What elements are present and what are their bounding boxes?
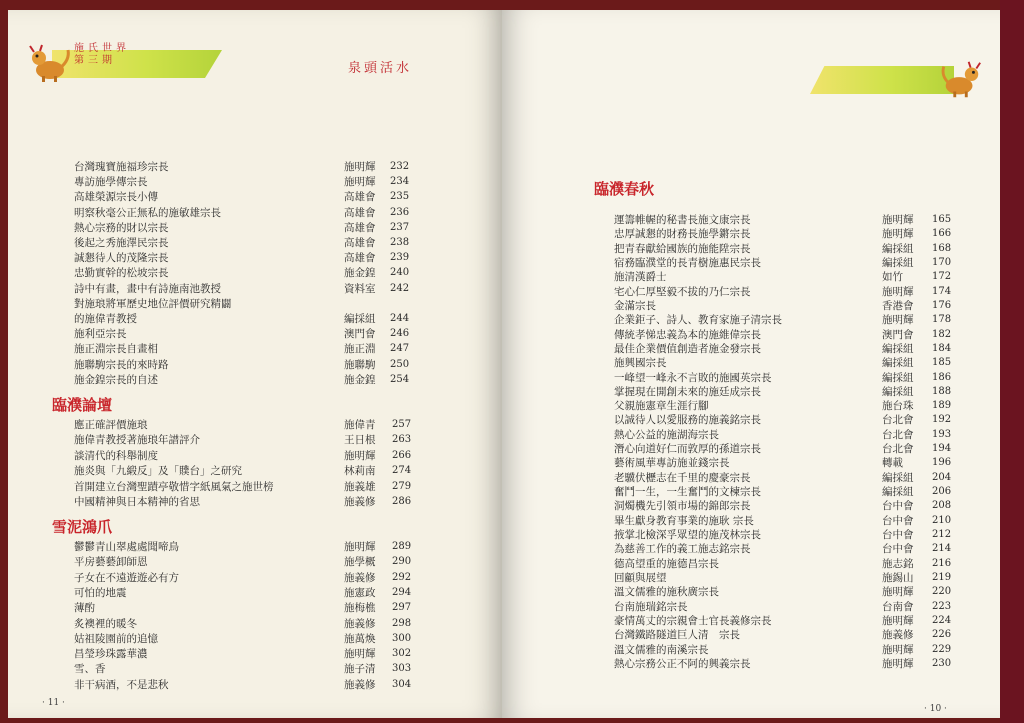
toc-entry-title: 施聯駒宗長的來時路	[74, 358, 169, 371]
toc-entry-page: 298	[392, 617, 412, 629]
toc-entry-author: 施明輝	[344, 449, 376, 462]
left-header-line1: 施氏世界	[74, 43, 130, 54]
toc-entry-title: 施清漢爵士	[614, 271, 667, 284]
toc-entry-author: 台北會	[882, 428, 914, 441]
toc-entry-page: 229	[932, 643, 952, 655]
toc-entry-page: 214	[932, 543, 952, 555]
toc-entry-title: 熱心宗務公正不阿的興義宗長	[614, 657, 751, 670]
toc-entry-page: 166	[932, 228, 952, 240]
toc-entry-title: 德高望重的施德昌宗長	[614, 557, 719, 570]
toc-entry-page: 304	[392, 678, 412, 690]
toc-entry-title: 企業鉅子、詩人、教育家施子清宗長	[614, 314, 782, 327]
toc-entry-page: 290	[392, 556, 412, 568]
toc-entry-page: 257	[392, 419, 412, 430]
toc-entry-author: 施明輝	[882, 586, 914, 599]
toc-entry-page: 237	[390, 221, 410, 233]
toc-entry-author: 施偉青	[344, 419, 376, 431]
toc-entry-title: 對施琅將軍歷史地位評價研究精闢	[74, 297, 232, 310]
toc-entry-page: 302	[392, 648, 412, 660]
toc-entry-page: 174	[932, 285, 952, 297]
toc-entry-title: 明察秋毫公正無私的施敏雄宗長	[74, 206, 221, 219]
toc-entry-title: 忠厚誠懇的財務長施學鏘宗長	[614, 228, 751, 241]
toc-entry-page: 294	[392, 586, 412, 598]
toc-entry-author: 施義雄	[344, 480, 376, 493]
toc-entry-title: 洞燭機先引領市場的錦郎宗長	[614, 500, 751, 513]
toc-entry-title: 子女在不遠遊遊必有方	[74, 571, 179, 584]
toc-entry-title: 專訪施學傳宗長	[74, 176, 148, 189]
toc-entry-author: 施志銘	[882, 557, 914, 570]
toc-entry-title: 非干病酒，不是悲秋	[74, 678, 169, 691]
toc-entry-title: 台灣鐵路隧道巨人清 宗長	[614, 629, 740, 642]
toc-entry-author: 施梅樵	[344, 602, 376, 615]
toc-entry-author: 施義修	[344, 678, 376, 691]
toc-entry-author: 台中會	[882, 529, 914, 542]
toc-entry-page: 184	[932, 342, 952, 354]
right-page	[502, 10, 1000, 718]
toc-entry-author: 施萬煥	[344, 632, 376, 645]
toc-entry-author: 資料室	[344, 282, 376, 295]
toc-entry-title: 台南施瑞銘宗長	[614, 600, 688, 613]
toc-entry-author: 台北會	[882, 414, 914, 427]
toc-entry-page: 182	[932, 328, 952, 340]
toc-entry-page: 238	[390, 237, 410, 248]
toc-entry-author: 編採組	[882, 471, 914, 484]
toc-entry-page: 230	[932, 657, 952, 669]
toc-entry-page: 188	[932, 385, 952, 397]
toc-entry-page: 204	[932, 471, 952, 483]
toc-entry-page: 165	[932, 214, 952, 225]
toc-entry-author: 施明輝	[882, 214, 914, 226]
toc-entry-author: 高雄會	[344, 252, 376, 265]
toc-entry-author: 施明輝	[344, 176, 376, 189]
page-number: · 10 ·	[924, 704, 947, 714]
toc-entry-title: 掌握現在開創未來的施廷成宗長	[614, 385, 761, 398]
toc-entry-page: 235	[390, 191, 410, 203]
toc-entry-title: 以誠待人以愛服務的施義銘宗長	[614, 414, 761, 427]
toc-entry-title: 施興國宗長	[614, 357, 667, 370]
toc-entry-title: 老驥伏櫪志在千里的慶豪宗長	[614, 471, 751, 484]
toc-entry-title: 熱心宗務的財以宗長	[74, 221, 169, 234]
toc-entry-page: 286	[392, 496, 412, 507]
toc-entry-title: 誠懇待人的茂隆宗長	[74, 252, 169, 265]
toc-entry-page: 250	[390, 358, 410, 370]
right-header-title: 泉頭活水	[348, 61, 413, 76]
toc-entry-page: 232	[390, 161, 410, 172]
toc-entry-title: 昌瑩珍珠露華濃	[74, 648, 148, 661]
toc-entry-author: 施明輝	[882, 614, 914, 627]
toc-entry-author: 施聯駒	[344, 358, 376, 371]
toc-entry-page: 212	[932, 529, 952, 541]
toc-entry-page: 247	[390, 343, 410, 355]
toc-entry-page: 219	[932, 572, 952, 583]
toc-entry-title: 施正淵宗長自畫相	[74, 343, 158, 356]
toc-entry-page: 289	[392, 541, 412, 552]
dragon-mascot-icon	[26, 44, 74, 84]
toc-entry-author: 澳門會	[344, 328, 376, 341]
toc-entry-page: 234	[390, 176, 410, 188]
toc-entry-title: 施炎與「九緞反」及「贌台」之研究	[74, 465, 242, 478]
toc-entry-page: 176	[932, 299, 952, 311]
toc-entry-author: 林莉南	[344, 465, 376, 478]
toc-entry-title: 豪情萬丈的宗親會士官長義修宗長	[614, 614, 772, 627]
toc-entry-title: 潛心向道好仁而敦厚的孫道宗長	[614, 443, 761, 456]
toc-entry-title: 一峰望一峰永不言敗的施國英宗長	[614, 371, 772, 384]
toc-entry-title: 中國精神與日本精神的省思	[74, 496, 200, 508]
toc-entry-author: 編採組	[882, 342, 914, 355]
toc-entry-author: 施明輝	[882, 657, 914, 670]
toc-entry-title: 為慈善工作的義工施志銘宗長	[614, 543, 751, 556]
toc-entry-author: 編採組	[882, 357, 914, 370]
toc-entry-title: 運籌帷幄的秘書長施文康宗長	[614, 214, 751, 226]
toc-entry-page: 193	[932, 428, 952, 440]
toc-entry-title: 畢生獻身教育事業的施耿 宗長	[614, 514, 754, 527]
toc-entry-page: 186	[932, 371, 952, 383]
toc-entry-page: 210	[932, 514, 952, 526]
toc-entry-author: 施明輝	[882, 285, 914, 298]
toc-entry-title: 可怕的地震	[74, 586, 127, 599]
toc-entry-title: 奮鬥一生，一生奮鬥的文楝宗長	[614, 486, 761, 499]
toc-entry-author: 施學概	[344, 556, 376, 569]
section-heading: 雪泥鴻爪	[52, 518, 113, 536]
toc-entry-title: 金滿宗長	[614, 299, 656, 312]
toc-entry-author: 施台珠	[882, 400, 914, 413]
toc-entry-author: 施子清	[344, 663, 376, 676]
toc-entry-page: 216	[932, 557, 952, 569]
toc-entry-author: 台南會	[882, 600, 914, 613]
toc-entry-page: 236	[390, 206, 410, 218]
toc-entry-author: 施錫山	[882, 572, 914, 584]
toc-entry-page: 170	[932, 256, 952, 268]
toc-entry-title: 溫文儒雅的南溪宗長	[614, 643, 709, 656]
toc-entry-page: 263	[392, 434, 412, 446]
toc-entry-author: 施正淵	[344, 343, 376, 356]
section-heading: 臨濮春秋	[594, 180, 655, 198]
section-heading: 臨濮論壇	[52, 396, 113, 414]
toc-entry-title: 炙襖裡的暖冬	[74, 617, 137, 630]
toc-entry-author: 澳門會	[882, 328, 914, 341]
toc-entry-page: 223	[932, 600, 952, 612]
toc-entry-page: 242	[390, 282, 410, 294]
toc-entry-title: 最佳企業價值創造者施金發宗長	[614, 342, 761, 355]
toc-entry-title: 高雄榮源宗長小傳	[74, 191, 158, 204]
toc-entry-title: 宿務臨濮堂的長青樹施惠民宗長	[614, 256, 761, 269]
toc-entry-page: 220	[932, 586, 952, 598]
toc-entry-page: 168	[932, 242, 952, 254]
toc-entry-page: 178	[932, 314, 952, 326]
toc-entry-title: 台灣瑰寶施福珍宗長	[74, 161, 169, 173]
toc-entry-title: 宅心仁厚堅毅不拔的乃仁宗長	[614, 285, 751, 298]
book-cover-edge	[1000, 0, 1024, 723]
toc-entry-author: 香港會	[882, 299, 914, 312]
toc-entry-title: 熱心公益的施湖海宗長	[614, 428, 719, 441]
toc-entry-author: 編採組	[882, 256, 914, 269]
toc-entry-title: 雪、香	[74, 663, 106, 676]
toc-entry-title: 談清代的科舉制度	[74, 449, 158, 462]
toc-entry-author: 編採組	[882, 242, 914, 255]
toc-entry-page: 185	[932, 357, 952, 369]
toc-entry-author: 施義修	[882, 629, 914, 642]
toc-entry-title: 後起之秀施澤民宗長	[74, 237, 169, 249]
toc-entry-author: 如竹	[882, 271, 903, 284]
toc-entry-title: 施利亞宗長	[74, 328, 127, 341]
toc-entry-author: 台北會	[882, 443, 914, 456]
toc-entry-page: 194	[932, 443, 952, 455]
toc-entry-page: 292	[392, 571, 412, 583]
toc-entry-title: 掖掌北檢深孚眾望的施茂林宗長	[614, 529, 761, 542]
right-header-banner	[810, 66, 954, 94]
toc-entry-author: 施金鍠	[344, 267, 376, 280]
toc-entry-author: 施明輝	[882, 314, 914, 327]
toc-entry-author: 高雄會	[344, 221, 376, 234]
toc-entry-title: 傳統孝悌忠義為本的施維偉宗長	[614, 328, 761, 341]
toc-entry-author: 高雄會	[344, 237, 376, 249]
toc-entry-author: 高雄會	[344, 191, 376, 204]
toc-entry-page: 279	[392, 480, 412, 492]
toc-entry-page: 244	[390, 313, 410, 324]
toc-entry-title: 薄酌	[74, 602, 95, 615]
toc-entry-title: 回顧與展望	[614, 572, 667, 584]
toc-entry-author: 轉載	[882, 457, 903, 470]
toc-entry-page: 239	[390, 252, 410, 264]
toc-entry-page: 189	[932, 400, 952, 412]
toc-entry-page: 240	[390, 267, 410, 279]
toc-entry-title: 首開建立台灣聖蹟亭敬惜字紙風氣之施世榜	[74, 480, 274, 493]
toc-entry-author: 施義修	[344, 496, 376, 508]
toc-entry-title: 姑祖陵園前的追憶	[74, 632, 158, 645]
toc-entry-title: 把青春獻給國族的施能陞宗長	[614, 242, 751, 255]
toc-entry-page: 300	[392, 632, 412, 644]
toc-entry-title: 溫文儒雅的施秋廣宗長	[614, 586, 719, 599]
toc-entry-author: 編採組	[882, 486, 914, 499]
dragon-mascot-icon	[938, 60, 984, 100]
toc-entry-author: 施義修	[344, 571, 376, 584]
toc-entry-author: 台中會	[882, 514, 914, 527]
toc-entry-title: 平房藝藝卸師恩	[74, 556, 148, 569]
toc-entry-title: 施金鍠宗長的自述	[74, 373, 158, 386]
toc-entry-page: 274	[392, 465, 412, 477]
toc-entry-page: 208	[932, 500, 952, 512]
toc-entry-author: 施明輝	[344, 541, 376, 553]
toc-entry-author: 台中會	[882, 543, 914, 556]
toc-entry-author: 施金鍠	[344, 373, 376, 386]
toc-entry-page: 206	[932, 486, 952, 498]
toc-entry-page: 192	[932, 414, 952, 426]
toc-entry-author: 施明輝	[882, 228, 914, 241]
toc-entry-author: 台中會	[882, 500, 914, 513]
toc-entry-author: 王日根	[344, 434, 376, 447]
toc-entry-title: 施偉青教授著施琅年譜評介	[74, 434, 200, 447]
toc-entry-author: 施明輝	[344, 161, 376, 173]
left-page	[8, 10, 502, 718]
toc-entry-title: 忠勤實幹的松坡宗長	[74, 267, 169, 280]
toc-entry-title: 鬱鬱青山翠處處聞啼鳥	[74, 541, 179, 553]
toc-entry-author: 施憲政	[344, 586, 376, 599]
left-header-line2: 第三期	[74, 55, 116, 66]
toc-entry-page: 246	[390, 328, 410, 340]
toc-entry-author: 施義修	[344, 617, 376, 630]
toc-entry-page: 224	[932, 614, 952, 626]
toc-entry-page: 226	[932, 629, 952, 641]
toc-entry-page: 254	[390, 373, 410, 385]
toc-entry-page: 196	[932, 457, 952, 469]
page-number: · 11 ·	[42, 698, 65, 708]
toc-entry-title: 藝術風華專訪施並錢宗長	[614, 457, 730, 470]
toc-entry-page: 303	[392, 663, 412, 675]
toc-entry-author: 編採組	[882, 385, 914, 398]
toc-entry-title: 詩中有畫，畫中有詩施南池教授	[74, 282, 221, 295]
toc-entry-title: 的施偉青教授	[74, 313, 137, 325]
toc-entry-title: 父親施憲章生涯行腳	[614, 400, 709, 413]
toc-entry-author: 施明輝	[344, 648, 376, 661]
toc-entry-title: 應正確評價施琅	[74, 419, 148, 431]
toc-entry-page: 172	[932, 271, 952, 283]
toc-entry-author: 施明輝	[882, 643, 914, 656]
toc-entry-page: 266	[392, 449, 412, 461]
toc-entry-author: 編採組	[882, 371, 914, 384]
toc-entry-page: 297	[392, 602, 412, 614]
toc-entry-author: 高雄會	[344, 206, 376, 219]
toc-entry-author: 編採組	[344, 313, 376, 325]
